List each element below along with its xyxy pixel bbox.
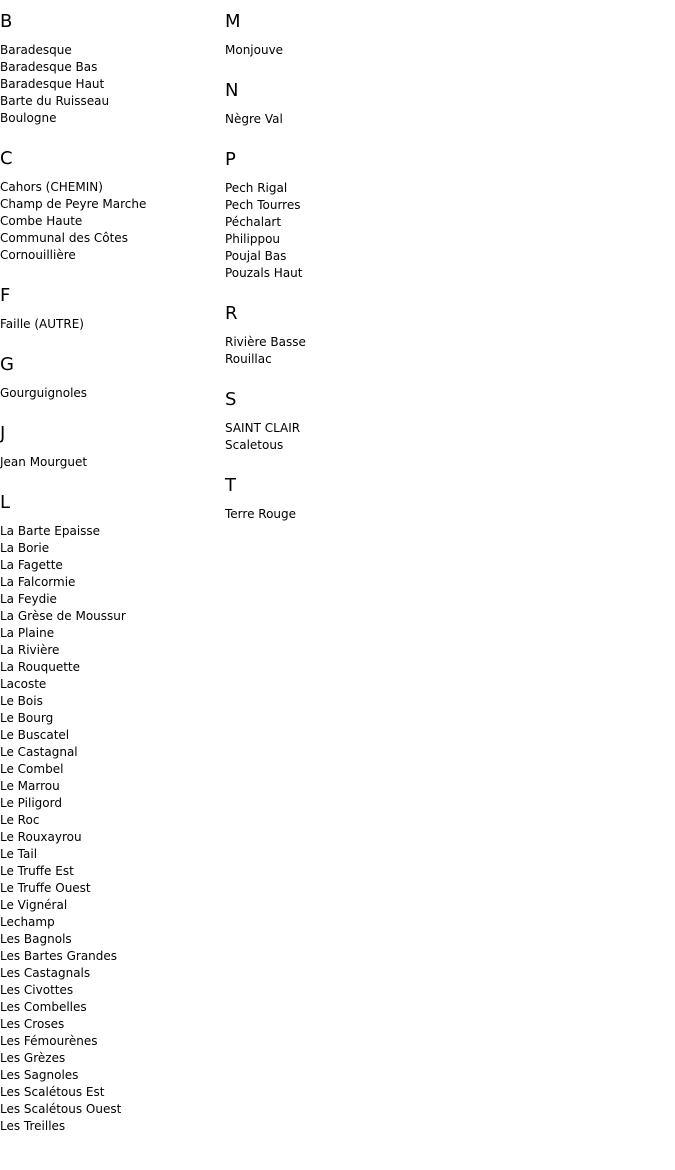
place-list bbox=[0, 523, 220, 1135]
place-link[interactable]: Le Tail bbox=[0, 847, 38, 861]
place-list bbox=[225, 420, 445, 454]
letter-group-t bbox=[225, 475, 445, 523]
place-link[interactable]: Le Combel bbox=[0, 762, 64, 776]
place-link[interactable]: Poujal Bas bbox=[225, 249, 287, 263]
place-list bbox=[225, 42, 445, 59]
letter-heading: M bbox=[225, 11, 241, 32]
letter-group-l bbox=[0, 492, 220, 1135]
place-link[interactable]: Nègre Val bbox=[225, 112, 283, 126]
place-link[interactable]: Les Civottes bbox=[0, 983, 74, 997]
letter-group-s bbox=[225, 389, 445, 454]
letter-group-c bbox=[0, 148, 220, 264]
place-link[interactable]: Gourguignoles bbox=[0, 386, 88, 400]
place-link[interactable]: Pech Tourres bbox=[225, 198, 301, 212]
place-link[interactable]: Rouillac bbox=[225, 352, 272, 366]
letter-heading: B bbox=[0, 11, 13, 32]
place-link[interactable]: La Plaine bbox=[0, 626, 55, 640]
place-link[interactable]: La Falcormie bbox=[0, 575, 76, 589]
place-list bbox=[225, 180, 445, 282]
place-list bbox=[225, 506, 445, 523]
place-link[interactable]: La Rivière bbox=[0, 643, 60, 657]
place-link[interactable]: Philippou bbox=[225, 232, 281, 246]
place-link[interactable]: Les Bartes Grandes bbox=[0, 949, 118, 963]
place-link[interactable]: Les Castagnals bbox=[0, 966, 91, 980]
place-list bbox=[0, 179, 220, 264]
place-link[interactable]: Le Castagnal bbox=[0, 745, 78, 759]
letter-group-b bbox=[0, 11, 220, 127]
place-list bbox=[0, 42, 220, 127]
letter-group-f bbox=[0, 285, 220, 333]
place-list bbox=[225, 334, 445, 368]
place-list bbox=[0, 316, 220, 333]
place-link[interactable]: La Feydie bbox=[0, 592, 57, 606]
place-link[interactable]: Le Truffe Ouest bbox=[0, 881, 91, 895]
letter-group-j bbox=[0, 423, 220, 471]
letter-group-p bbox=[225, 149, 445, 282]
place-link[interactable]: Les Fémourènes bbox=[0, 1034, 98, 1048]
place-link[interactable]: Barte du Ruisseau bbox=[0, 94, 110, 108]
place-link[interactable]: Les Scalétous Est bbox=[0, 1085, 105, 1099]
place-link[interactable]: SAINT CLAIR bbox=[225, 421, 301, 435]
place-link[interactable]: Communal des Côtes bbox=[0, 231, 128, 245]
letter-group-m bbox=[225, 11, 445, 59]
place-link[interactable]: Le Bourg bbox=[0, 711, 54, 725]
place-link[interactable]: La Barte Epaisse bbox=[0, 524, 101, 538]
letter-heading: N bbox=[225, 80, 239, 101]
place-link[interactable]: Le Vignéral bbox=[0, 898, 68, 912]
letter-heading: T bbox=[225, 475, 236, 496]
letter-heading: J bbox=[0, 423, 6, 444]
letter-group-r bbox=[225, 303, 445, 368]
letter-heading: S bbox=[225, 389, 237, 410]
place-link[interactable]: Lechamp bbox=[0, 915, 55, 929]
place-link[interactable]: Les Combelles bbox=[0, 1000, 87, 1014]
place-link[interactable]: Le Marrou bbox=[0, 779, 60, 793]
letter-heading: F bbox=[0, 285, 11, 306]
letter-heading: C bbox=[0, 148, 13, 169]
place-link[interactable]: Les Bagnols bbox=[0, 932, 72, 946]
place-link[interactable]: Les Croses bbox=[0, 1017, 65, 1031]
letter-heading: G bbox=[0, 354, 14, 375]
place-link[interactable]: La Rouquette bbox=[0, 660, 80, 674]
place-link[interactable]: Baradesque Haut bbox=[0, 77, 105, 91]
place-link[interactable]: Les Scalétous Ouest bbox=[0, 1102, 122, 1116]
place-link[interactable]: Baradesque bbox=[0, 43, 72, 57]
place-link[interactable]: Lacoste bbox=[0, 677, 47, 691]
letter-heading: P bbox=[225, 149, 236, 170]
place-list bbox=[0, 454, 220, 471]
place-link[interactable]: La Borie bbox=[0, 541, 50, 555]
place-link[interactable]: Champ de Peyre Marche bbox=[0, 197, 147, 211]
place-link[interactable]: Les Treilles bbox=[0, 1119, 66, 1133]
place-link[interactable]: Le Piligord bbox=[0, 796, 62, 810]
left-column bbox=[0, 0, 220, 1156]
place-link[interactable]: Combe Haute bbox=[0, 214, 83, 228]
place-link[interactable]: Pech Rigal bbox=[225, 181, 288, 195]
place-link[interactable]: Faille (AUTRE) bbox=[0, 317, 84, 331]
place-link[interactable]: Le Buscatel bbox=[0, 728, 70, 742]
place-list bbox=[225, 111, 445, 128]
place-link[interactable]: Pouzals Haut bbox=[225, 266, 303, 280]
place-link[interactable]: La Grèse de Moussur bbox=[0, 609, 126, 623]
place-link[interactable]: Le Truffe Est bbox=[0, 864, 74, 878]
place-link[interactable]: Cornouillière bbox=[0, 248, 76, 262]
letter-heading: R bbox=[225, 303, 238, 324]
place-link[interactable]: Baradesque Bas bbox=[0, 60, 98, 74]
letter-heading: L bbox=[0, 492, 11, 513]
place-link[interactable]: Les Grèzes bbox=[0, 1051, 66, 1065]
place-link[interactable]: Le Roc bbox=[0, 813, 40, 827]
place-link[interactable]: Scaletous bbox=[225, 438, 284, 452]
place-link[interactable]: Les Sagnoles bbox=[0, 1068, 79, 1082]
place-link[interactable]: Terre Rouge bbox=[225, 507, 297, 521]
place-link[interactable]: La Fagette bbox=[0, 558, 63, 572]
letter-group-g bbox=[0, 354, 220, 402]
place-list bbox=[0, 385, 220, 402]
letter-group-n bbox=[225, 80, 445, 128]
place-link[interactable]: Péchalart bbox=[225, 215, 282, 229]
place-link[interactable]: Jean Mourguet bbox=[0, 455, 88, 469]
right-column bbox=[225, 0, 445, 544]
place-link[interactable]: Rivière Basse bbox=[225, 335, 306, 349]
place-link[interactable]: Boulogne bbox=[0, 111, 57, 125]
place-link[interactable]: Le Bois bbox=[0, 694, 43, 708]
place-link[interactable]: Le Rouxayrou bbox=[0, 830, 82, 844]
place-link[interactable]: Monjouve bbox=[225, 43, 284, 57]
place-link[interactable]: Cahors (CHEMIN) bbox=[0, 180, 103, 194]
